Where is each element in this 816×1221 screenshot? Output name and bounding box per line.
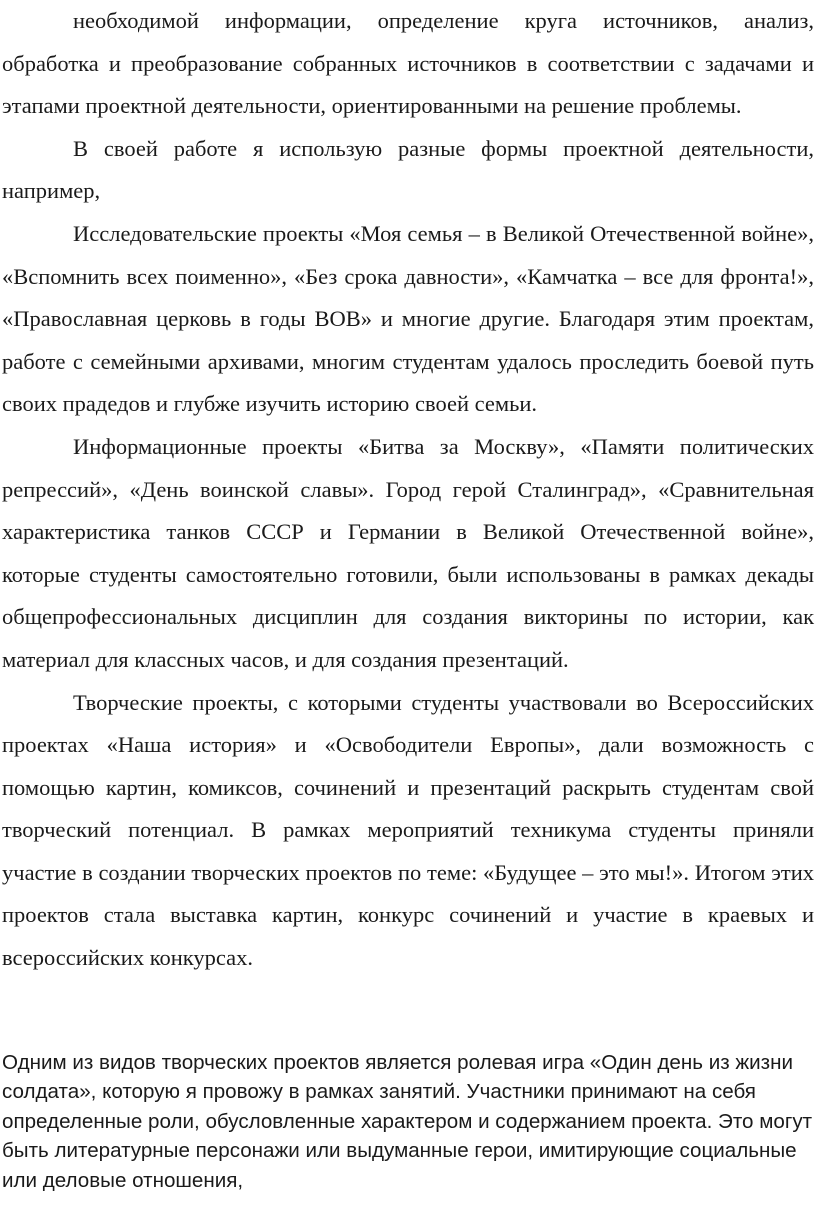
- paragraph-information-projects: Информационные проекты «Битва за Москву», «Памяти политических репрессий», «День воинской славы». Город герой Сталинград», «Сравнительная характеристика танков СССР и Германии в Великой Отечественной войне», которые студенты самостоятельно готовили, были использованы в рамках декады общепрофессиональных дисциплин для создания викторины по истории, как материал для классных часов, и для создания презентаций.: [2, 433, 814, 672]
- paragraph-continuation: необходимой информации, определение круга источников, анализ, обработка и преобразование собранных источников в соответствии с задачами и этапами проектной деятельности, ориентированными на решение проблемы.: [2, 8, 814, 119]
- paragraph-creative-projects: Творческие проекты, с которыми студенты участвовали во Всероссийских проектах «Наша история» и «Освободители Европы», дали возможность с помощью картин, комиксов, сочинений и презентаций раскрыть студентам свой творческий потенциал. В рамках мероприятий техникума студенты приняли участие в создании творческих проектов по теме: «Будущее – это мы!». Итогом этих проектов стала выставка картин, конкурс сочинений и участие в краевых и всероссийских конкурсах.: [2, 689, 814, 971]
- main-text-block: [2, 0, 814, 980]
- paragraph-project-forms: В своей работе я использую разные формы проектной деятельности, например,: [2, 135, 814, 204]
- paragraph-role-play: Одним из видов творческих проектов является ролевая игра «Один день из жизни солдата», которую я провожу в рамках занятий. Участники принимают на себя определенные роли, обусловленные характером и содержанием проекта. Это могут быть литературные персонажи или выдуманные герои, имитирующие социальные или деловые отношения,: [2, 1051, 813, 1192]
- paragraph-research-projects: Исследовательские проекты «Моя семья – в Великой Отечественной войне», «Вспомнить всех поименно», «Без срока давности», «Камчатка – все для фронта!», «Православная церковь в годы ВОВ» и многие другие. Благодаря этим проектам, работе с семейными архивами, многим студентам удалось проследить боевой путь своих прадедов и глубже изучить историю своей семьи.: [2, 220, 814, 417]
